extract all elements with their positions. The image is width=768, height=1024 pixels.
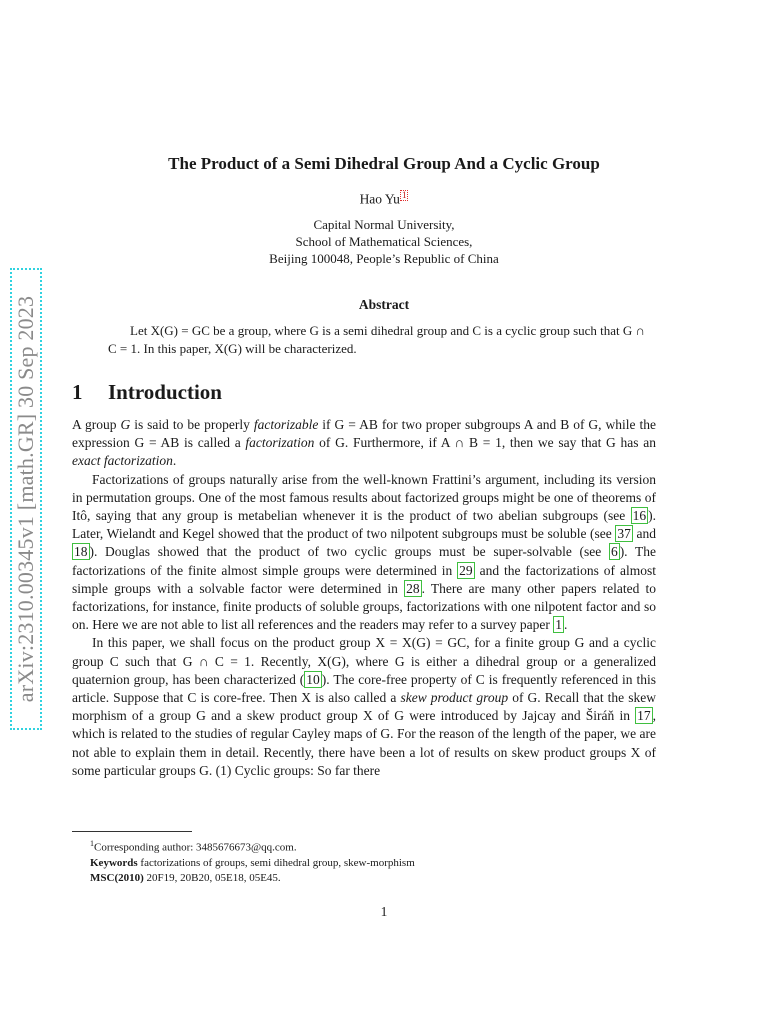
emphasis: factorizable <box>253 417 319 432</box>
footnote-corresponding <box>90 836 660 856</box>
citation-link[interactable]: 37 <box>617 526 631 542</box>
footnote-keywords <box>90 856 660 871</box>
citation-link[interactable]: 17 <box>637 708 651 724</box>
paper-title: The Product of a Semi Dihedral Group And a Cyclic Group <box>168 154 600 173</box>
paragraph <box>72 634 656 780</box>
affiliation-line: Beijing 100048, People’s Republic of China <box>269 251 499 266</box>
footnote-rule <box>72 831 192 832</box>
author-footnote-link[interactable]: 1 <box>401 190 407 200</box>
page-number: 1 <box>380 904 388 919</box>
emphasis: exact factorization <box>72 453 173 469</box>
arxiv-stamp-text[interactable]: arXiv:2310.00345v1 [math.GR] 30 Sep 2023 <box>13 295 38 703</box>
emphasis: factorization <box>245 435 315 451</box>
text-run: . <box>564 617 568 633</box>
section-title: Introduction <box>108 380 222 404</box>
text-run: and the factorizations of almost simple groups with a solvable factor were determined in <box>72 562 656 596</box>
section-heading <box>72 380 222 405</box>
footnotes <box>90 836 660 886</box>
text-run: ). The factorizations of the finite almost simple groups were determined in <box>72 544 656 578</box>
body-text <box>72 416 656 780</box>
citation-link[interactable]: 29 <box>459 562 473 578</box>
emphasis: skew product group <box>400 690 509 706</box>
text-run: ). The core-free property of C is frequently referenced in this article. Suppose that C is core-free. Then X is also called a <box>72 671 656 706</box>
text-run: ). Later, Wielandt and Kegel showed that the product of two nilpotent subgroups must be soluble (see <box>72 508 656 542</box>
arxiv-stamp[interactable] <box>10 268 42 730</box>
citation-link[interactable]: 1 <box>555 617 563 633</box>
text-run: . <box>172 453 177 469</box>
abstract-heading: Abstract <box>358 297 410 312</box>
citation-link[interactable]: 18 <box>74 544 88 560</box>
text-run: . There are many other papers related to factorizations, for instance, finite products of soluble groups, factorizations with one nilpotent factor and so on. Here we are not able to list all references and the readers may refer to a survey paper <box>72 580 656 633</box>
author-line <box>0 190 768 208</box>
text-run: In this paper, we shall focus on the product group X = X(G) = GC, for a finite group G and a cyclic group C such that G ∩ C = 1. Recently, X(G), where G is either a dihedral group or a generalized quaternion group, has been characterized ( <box>72 635 656 687</box>
math-run: G <box>120 417 131 432</box>
text-run: Factorizations of groups naturally arise from the well-known Frattini’s argument, including its version in permutation groups. One of the most famous results about factorized groups might be one of theorems of Itô, saying that any group is metabelian whenever it is the product of two abelian subgroups (see <box>72 471 656 524</box>
text-run: A group <box>72 417 121 432</box>
author-name: Hao Yu <box>359 191 400 207</box>
section-number: 1 <box>72 380 83 404</box>
text-run: if G = AB for two proper subgroups A and B of G, while the expression G = AB is called a <box>72 417 656 451</box>
citation-link[interactable]: 16 <box>632 508 647 524</box>
msc-label: MSC(2010) <box>90 871 144 884</box>
keywords-text: factorizations of groups, semi dihedral group, skew-morphism <box>137 856 415 869</box>
paragraph <box>72 471 656 635</box>
msc-text: 20F19, 20B20, 05E18, 05E45. <box>143 871 281 884</box>
keywords-label: Keywords <box>90 856 138 869</box>
footnote-msc <box>90 871 660 886</box>
text-run: ). Douglas showed that the product of two cyclic groups must be super-solvable (see <box>89 544 609 560</box>
citation-link[interactable]: 10 <box>306 671 320 687</box>
abstract-text: Let X(G) = GC be a group, where G is a semi dihedral group and C is a cyclic group such that G ∩ C = 1. In this paper, X(G) will be characterized. <box>108 323 645 356</box>
affiliation-line: School of Mathematical Sciences, <box>295 234 473 249</box>
paragraph <box>72 416 656 471</box>
footnote-text: Corresponding author: 3485676673@qq.com. <box>94 841 297 854</box>
text-run: , which is related to the studies of regular Cayley maps of G. For the reason of the length of the paper, we are not able to explain them in detail. Recently, there have been a lot of results on skew product groups X of some particular groups G. (1) Cyclic groups: So far there <box>72 708 656 778</box>
text-run: and <box>632 526 657 542</box>
affiliation <box>0 216 768 267</box>
citation-link[interactable]: 28 <box>406 580 420 596</box>
text-run: of G. Recall that the skew morphism of a group G and a skew product group X of G were introduced by Jajcay and Širáň in <box>72 690 656 724</box>
citation-link[interactable]: 6 <box>610 544 618 560</box>
text-run: is said to be properly <box>130 417 254 432</box>
affiliation-line: Capital Normal University, <box>313 217 455 232</box>
text-run: of G. Furthermore, if A ∩ B = 1, then we say that G has an <box>314 435 656 451</box>
footnote-mark: 1 <box>90 839 94 848</box>
